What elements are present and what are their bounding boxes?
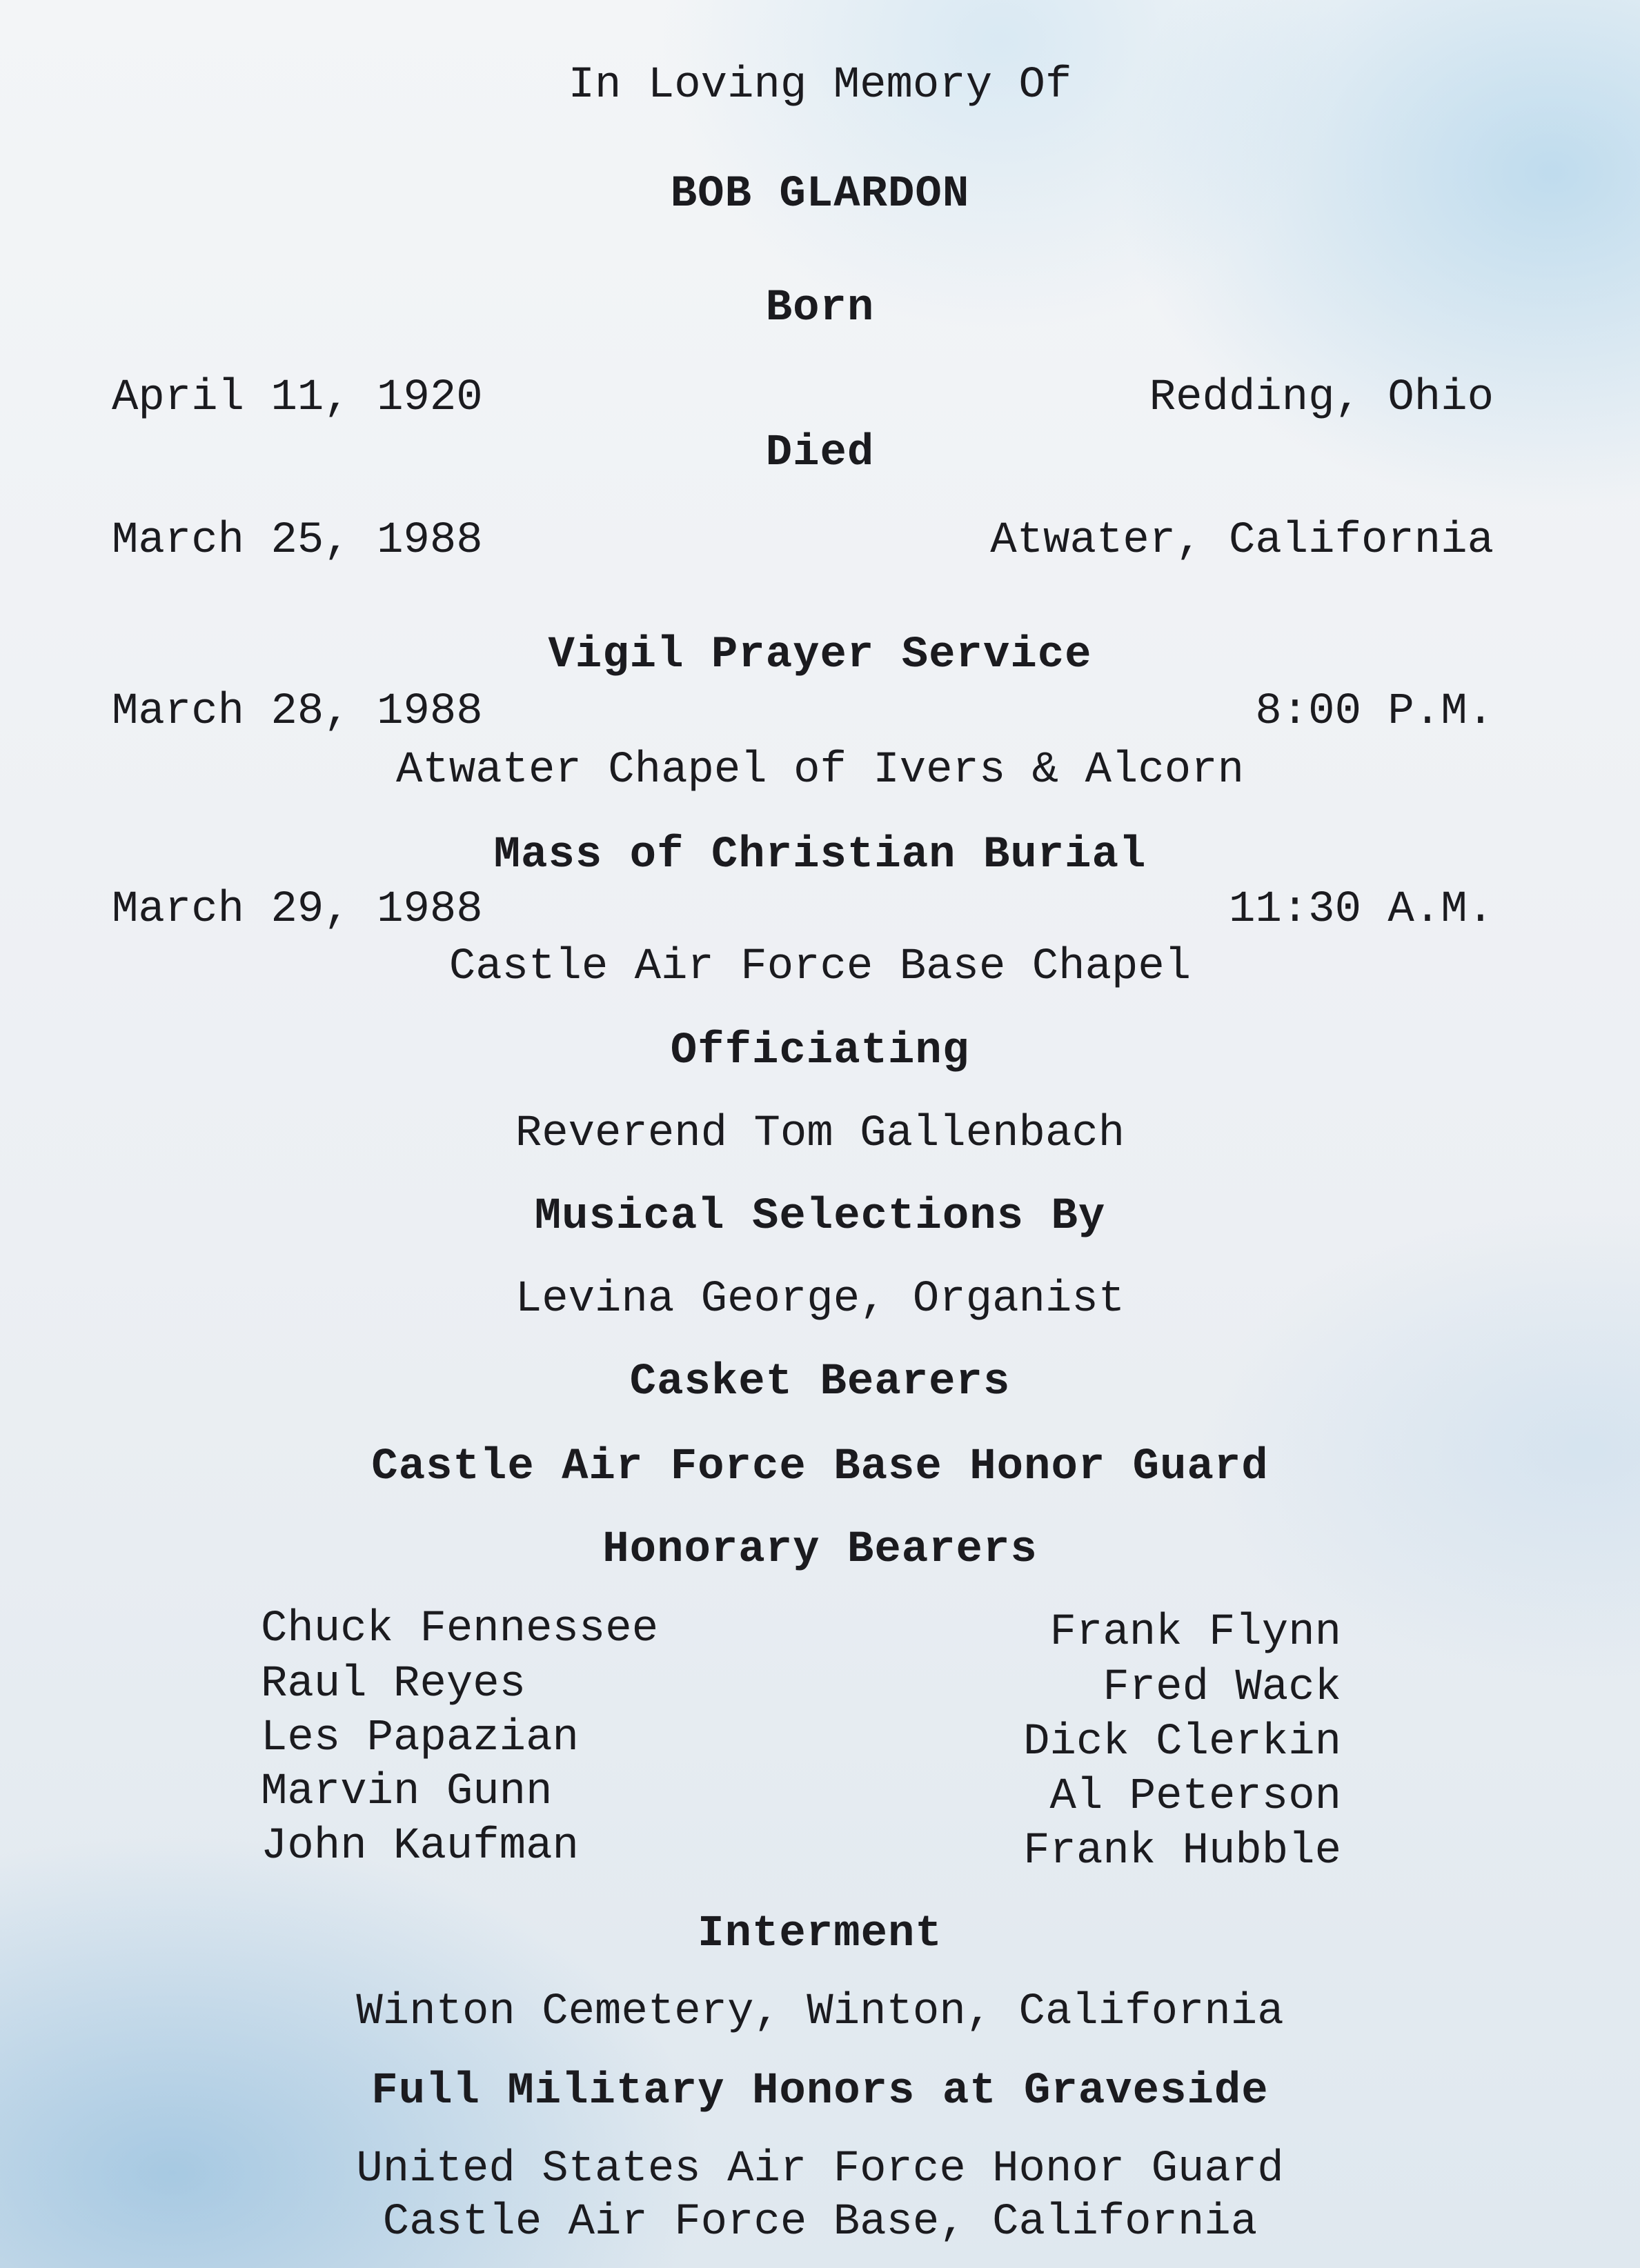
memory-line: In Loving Memory Of [568,61,1072,110]
mass-location: Castle Air Force Base Chapel [448,942,1192,992]
vigil-date: March 28, 1988 [112,687,483,737]
mass-heading: Mass of Christian Burial [493,830,1147,880]
vigil-location: Atwater Chapel of Ivers & Alcorn [396,746,1244,795]
honors-line-1: United States Air Force Honor Guard [356,2145,1284,2194]
honors-line-2: Castle Air Force Base, California [382,2198,1258,2247]
music-name: Levina George, Organist [515,1275,1125,1324]
honorary-bearer-right: Al Peterson [1049,1772,1341,1822]
honorary-bearer-right: Dick Clerkin [1023,1718,1341,1767]
mass-date: March 29, 1988 [112,885,483,935]
vigil-heading: Vigil Prayer Service [548,630,1092,680]
honorary-bearer-left: Les Papazian [261,1713,579,1763]
honorary-bearer-left: Marvin Gunn [261,1767,553,1817]
honors-heading: Full Military Honors at Graveside [371,2067,1269,2116]
mass-time: 11:30 A.M. [1228,885,1494,935]
honorary-bearer-left: Chuck Fennessee [261,1604,659,1654]
died-place: Atwater, California [990,516,1494,566]
born-date: April 11, 1920 [112,373,483,423]
deceased-name: BOB GLARDON [670,170,970,219]
honorary-heading: Honorary Bearers [602,1525,1038,1575]
interment-location: Winton Cemetery, Winton, California [356,1987,1284,2037]
died-heading: Died [765,428,875,478]
honorary-bearer-right: Frank Hubble [1023,1827,1341,1876]
honorary-bearer-right: Frank Flynn [1049,1608,1341,1658]
honorary-bearer-right: Fred Wack [1103,1663,1341,1713]
officiating-heading: Officiating [670,1026,970,1076]
vigil-time: 8:00 P.M. [1255,687,1494,737]
interment-heading: Interment [698,1909,942,1959]
honorary-bearer-left: Raul Reyes [261,1660,526,1709]
music-heading: Musical Selections By [534,1192,1106,1242]
died-date: March 25, 1988 [112,516,483,566]
casket-name: Castle Air Force Base Honor Guard [371,1442,1269,1492]
born-heading: Born [765,284,875,333]
officiating-name: Reverend Tom Gallenbach [515,1109,1125,1159]
born-place: Redding, Ohio [1149,373,1494,423]
honorary-bearer-left: John Kaufman [261,1822,579,1871]
casket-heading: Casket Bearers [629,1357,1011,1407]
